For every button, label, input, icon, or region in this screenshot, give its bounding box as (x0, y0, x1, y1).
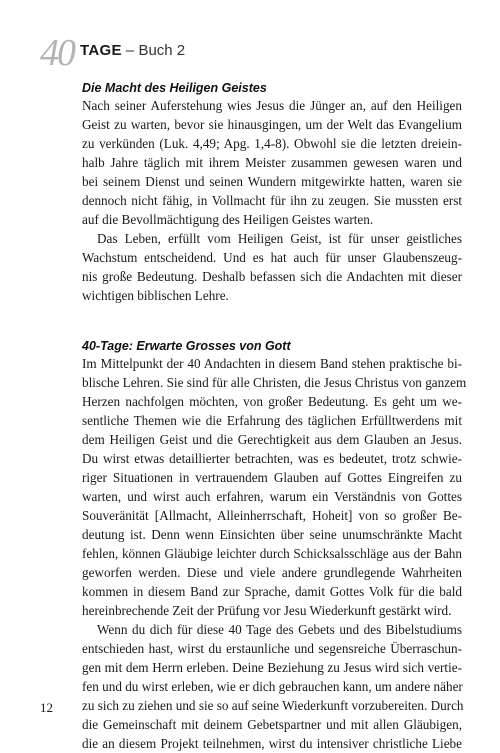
text-line: dem Heiligen Geist und die Gerechtigkeit aus dem Glauben an Jesus. (82, 432, 462, 447)
text-line: wichtigen biblischen Lehre. (82, 288, 229, 303)
text-line: geworfen werden. Diese und viele andere grundlegende Wahrheiten (82, 565, 462, 580)
text-line: die Gemeinschaft mit deinem Gebetspartner und mit allen Gläubigen, (82, 717, 462, 732)
page-number: 12 (40, 700, 53, 715)
text-line: Das Leben, erfüllt vom Heiligen Geist, ist für unser geistliches (97, 231, 462, 246)
text-line: zu sich zu ziehen und sie so auf seine Wiederkunft vorzubereiten. Durch (82, 698, 464, 713)
text-line: fehlen, können Gläubige leichter durch Schicksalsschläge aus der Bahn (82, 546, 462, 561)
text-line: Im Mittelpunkt der 40 Andachten in diesem Band stehen praktische bi- (82, 356, 462, 371)
running-header (40, 26, 460, 76)
text-line: gen mit dem Herrn erleben. Deine Beziehung zu Jesus wird sich vertie- (82, 660, 462, 675)
chapter-number-watermark: 40 (40, 32, 74, 74)
book-title-strong: TAGE (80, 42, 122, 59)
text-line: sentliche Themen wie die Erfahrung des täglichen Erfülltwerdens mit (82, 413, 462, 428)
text-line: dennoch nicht fähig, in Vollmacht für ihn zu zeugen. Sie mussten erst (82, 193, 462, 208)
text-line: auf die Bevollmächtigung des Heiligen Geistes warten. (82, 212, 374, 227)
text-line: Wenn du dich für diese 40 Tage des Gebets und des Bibelstudiums (97, 622, 462, 637)
book-title-rest: – Buch 2 (121, 42, 186, 59)
text-line: fen und du wirst erleben, wie er dich gebrauchen kann, um andere näher (82, 679, 463, 694)
section-heading-expect-great: 40-Tage: Erwarte Grosses von Gott (82, 339, 291, 353)
text-line: Souveränität [Allmacht, Alleinherrschaft, Hoheit] von so großer Be- (82, 508, 462, 523)
text-line: Herzen nachfolgen möchten, von großer Bedeutung. Es geht um we- (82, 394, 462, 409)
text-line: Du wirst etwas detaillierter betrachten, was es bedeutet, trotz schwie- (82, 451, 462, 466)
book-title (80, 43, 185, 58)
text-line: Wachstum entscheidend. Und es hat auch für unser Glaubenszeug- (82, 250, 462, 265)
text-line: hereinbrechende Zeit der Prüfung vor Jesu Wiederkunft gestärkt wird. (82, 603, 452, 618)
text-line: warten, und wirst auch erfahren, warum ein Verständnis von Gottes (82, 489, 462, 504)
text-line: zu verkünden (Luk. 4,49; Apg. 1,4-8). Obwohl sie die letzten dreiein- (82, 136, 462, 151)
text-line: entschieden hast, wirst du erstaunliche und segensreiche Überraschun- (82, 641, 462, 656)
text-line: blische Lehren. Sie sind für alle Christen, die Jesus Christus von ganzem (82, 375, 467, 390)
text-line: kommen in diesem Band zur Sprache, damit Gottes Volk für die bald (82, 584, 462, 599)
text-line: Geist zu warten, bevor sie hinausgingen, um der Welt das Evangelium (82, 117, 462, 132)
text-line: Nach seiner Auferstehung wies Jesus die Jünger an, auf den Heiligen (82, 98, 462, 113)
text-line: halb Jahre täglich mit ihrem Meister zusammen gewesen waren und (82, 155, 462, 170)
text-line: bei seinem Dienst und seinen Wundern mitgewirkte hatten, waren sie (82, 174, 462, 189)
section-heading-holy-spirit: Die Macht des Heiligen Geistes (82, 81, 267, 95)
text-line: riger Situationen in vertrauendem Glauben auf Gottes Eingreifen zu (82, 470, 462, 485)
text-line: nis große Bedeutung. Deshalb befassen sich die Andachten mit dieser (82, 269, 462, 284)
text-line: deutung ist. Denn wenn Einsichten über seine unumschränkte Macht (82, 527, 462, 542)
text-line: die an diesem Projekt teilnehmen, wirst du intensiver christliche Liebe (82, 736, 462, 751)
